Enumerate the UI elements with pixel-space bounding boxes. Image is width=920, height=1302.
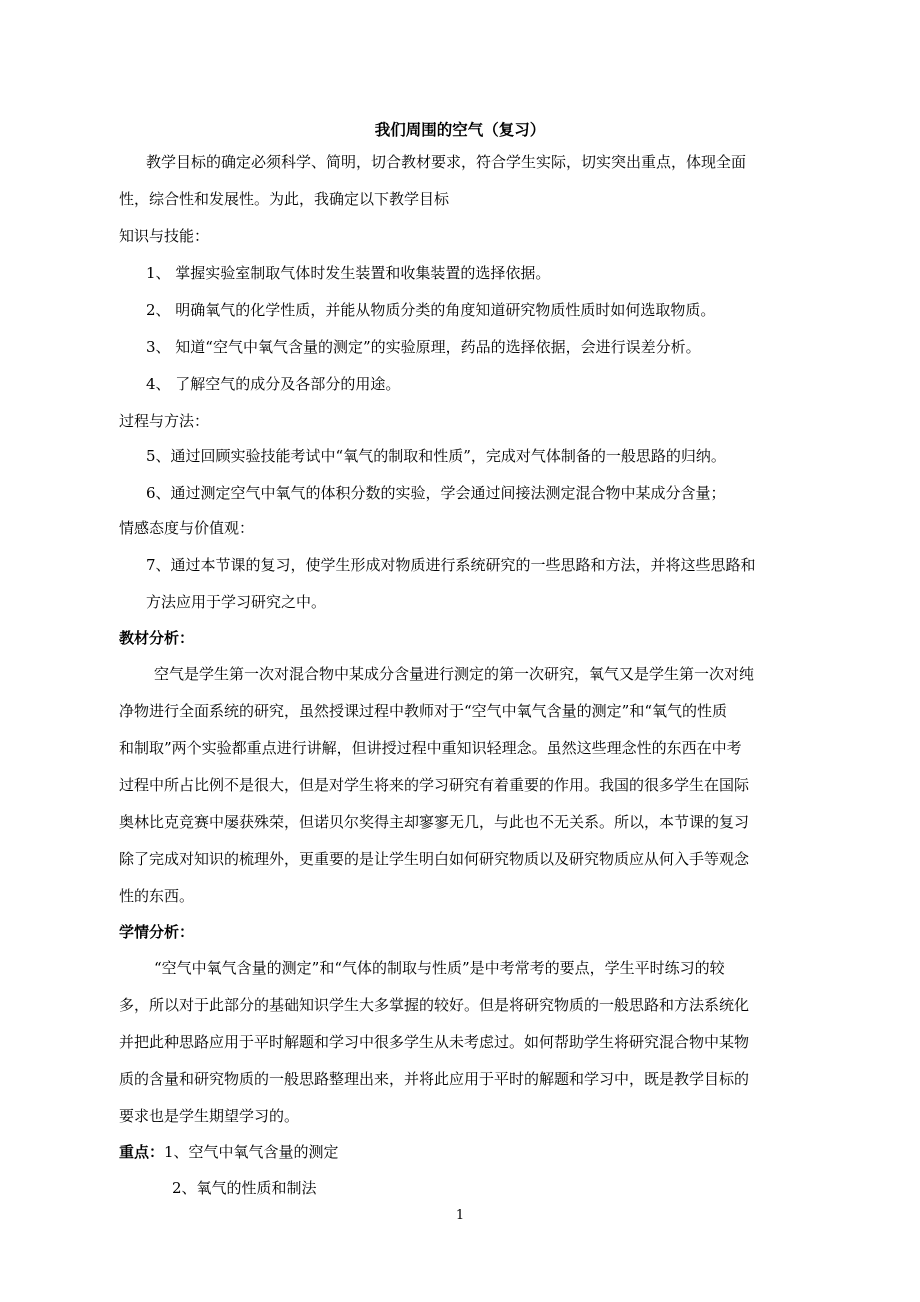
knowledge-item-2: 2、 明确氧气的化学性质，并能从物质分类的角度知道研究物质性质时如何选取物质。 (146, 301, 716, 319)
student-line-5: 要求也是学生期望学习的。 (119, 1107, 300, 1125)
student-line-1: “空气中氧气含量的测定”和“气体的制取与性质”是中考常考的要点，学生平时练习的较 (154, 959, 725, 977)
knowledge-item-3: 3、 知道“空气中氧气含量的测定”的实验原理，药品的选择依据，会进行误差分析。 (146, 338, 701, 356)
process-item-5: 5、通过回顾实验技能考试中“氧气的制取和性质”，完成对气体制备的一般思路的归纳。 (146, 447, 726, 465)
material-line-4: 过程中所占比例不是很大，但是对学生将来的学习研究有着重要的作用。我国的很多学生在国际 (119, 776, 750, 794)
material-line-1: 空气是学生第一次对混合物中某成分含量进行测定的第一次研究，氧气又是学生第一次对纯 (154, 665, 755, 683)
student-line-3: 并把此种思路应用于平时解题和学习中很多学生从未考虑过。如何帮助学生将研究混合物中某物 (119, 1033, 750, 1051)
material-line-2: 净物进行全面系统的研究，虽然授课过程中教师对于“空气中氧气含量的测定”和“氧气的性质 (119, 702, 728, 720)
keypoint-item-2: 2、氧气的性质和制法 (172, 1179, 317, 1197)
material-line-7: 性的东西。 (119, 887, 195, 905)
knowledge-item-4: 4、 了解空气的成分及各部分的用途。 (146, 375, 401, 393)
knowledge-item-1: 1、 掌握实验室制取气体时发生装置和收集装置的选择依据。 (146, 264, 551, 282)
intro-line-1: 教学目标的确定必须科学、简明，切合教材要求，符合学生实际，切实突出重点，体现全面 (146, 153, 747, 171)
process-heading: 过程与方法： (119, 412, 210, 430)
material-line-5: 奥林比克竞赛中屡获殊荣，但诺贝尔奖得主却寥寥无几，与此也不无关系。所以，本节课的复习 (119, 813, 750, 831)
process-item-6: 6、通过测定空气中氧气的体积分数的实验，学会通过间接法测定混合物中某成分含量； (146, 484, 726, 502)
page-title: 我们周围的空气（复习） (374, 120, 546, 139)
emotion-item-7-line-2: 方法应用于学习研究之中。 (146, 593, 327, 611)
page-number: 1 (455, 1208, 465, 1223)
material-line-3: 和制取”两个实验都重点进行讲解，但讲授过程中重知识轻理念。虽然这些理念性的东西在中考 (119, 739, 742, 757)
keypoint-item-1: 1、空气中氧气含量的测定 (164, 1143, 339, 1161)
intro-line-2: 性，综合性和发展性。为此，我确定以下教学目标 (119, 190, 450, 208)
emotion-item-7-line-1: 7、通过本节课的复习，使学生形成对物质进行系统研究的一些思路和方法，并将这些思路和 (146, 556, 756, 574)
student-heading: 学情分析： (119, 923, 195, 941)
emotion-heading: 情感态度与价值观： (119, 519, 255, 537)
material-line-6: 除了完成对知识的梳理外，更重要的是让学生明白如何研究物质以及研究物质应从何入手等观念 (119, 850, 750, 868)
material-heading: 教材分析： (119, 629, 195, 647)
student-line-2: 多，所以对于此部分的基础知识学生大多掌握的较好。但是将研究物质的一般思路和方法系统化 (119, 996, 750, 1014)
keypoints-label: 重点： (119, 1143, 165, 1161)
keypoints-line-1 (119, 1142, 339, 1162)
student-line-4: 质的含量和研究物质的一般思路整理出来，并将此应用于平时的解题和学习中，既是教学目标的 (119, 1070, 750, 1088)
knowledge-heading: 知识与技能： (119, 227, 210, 245)
